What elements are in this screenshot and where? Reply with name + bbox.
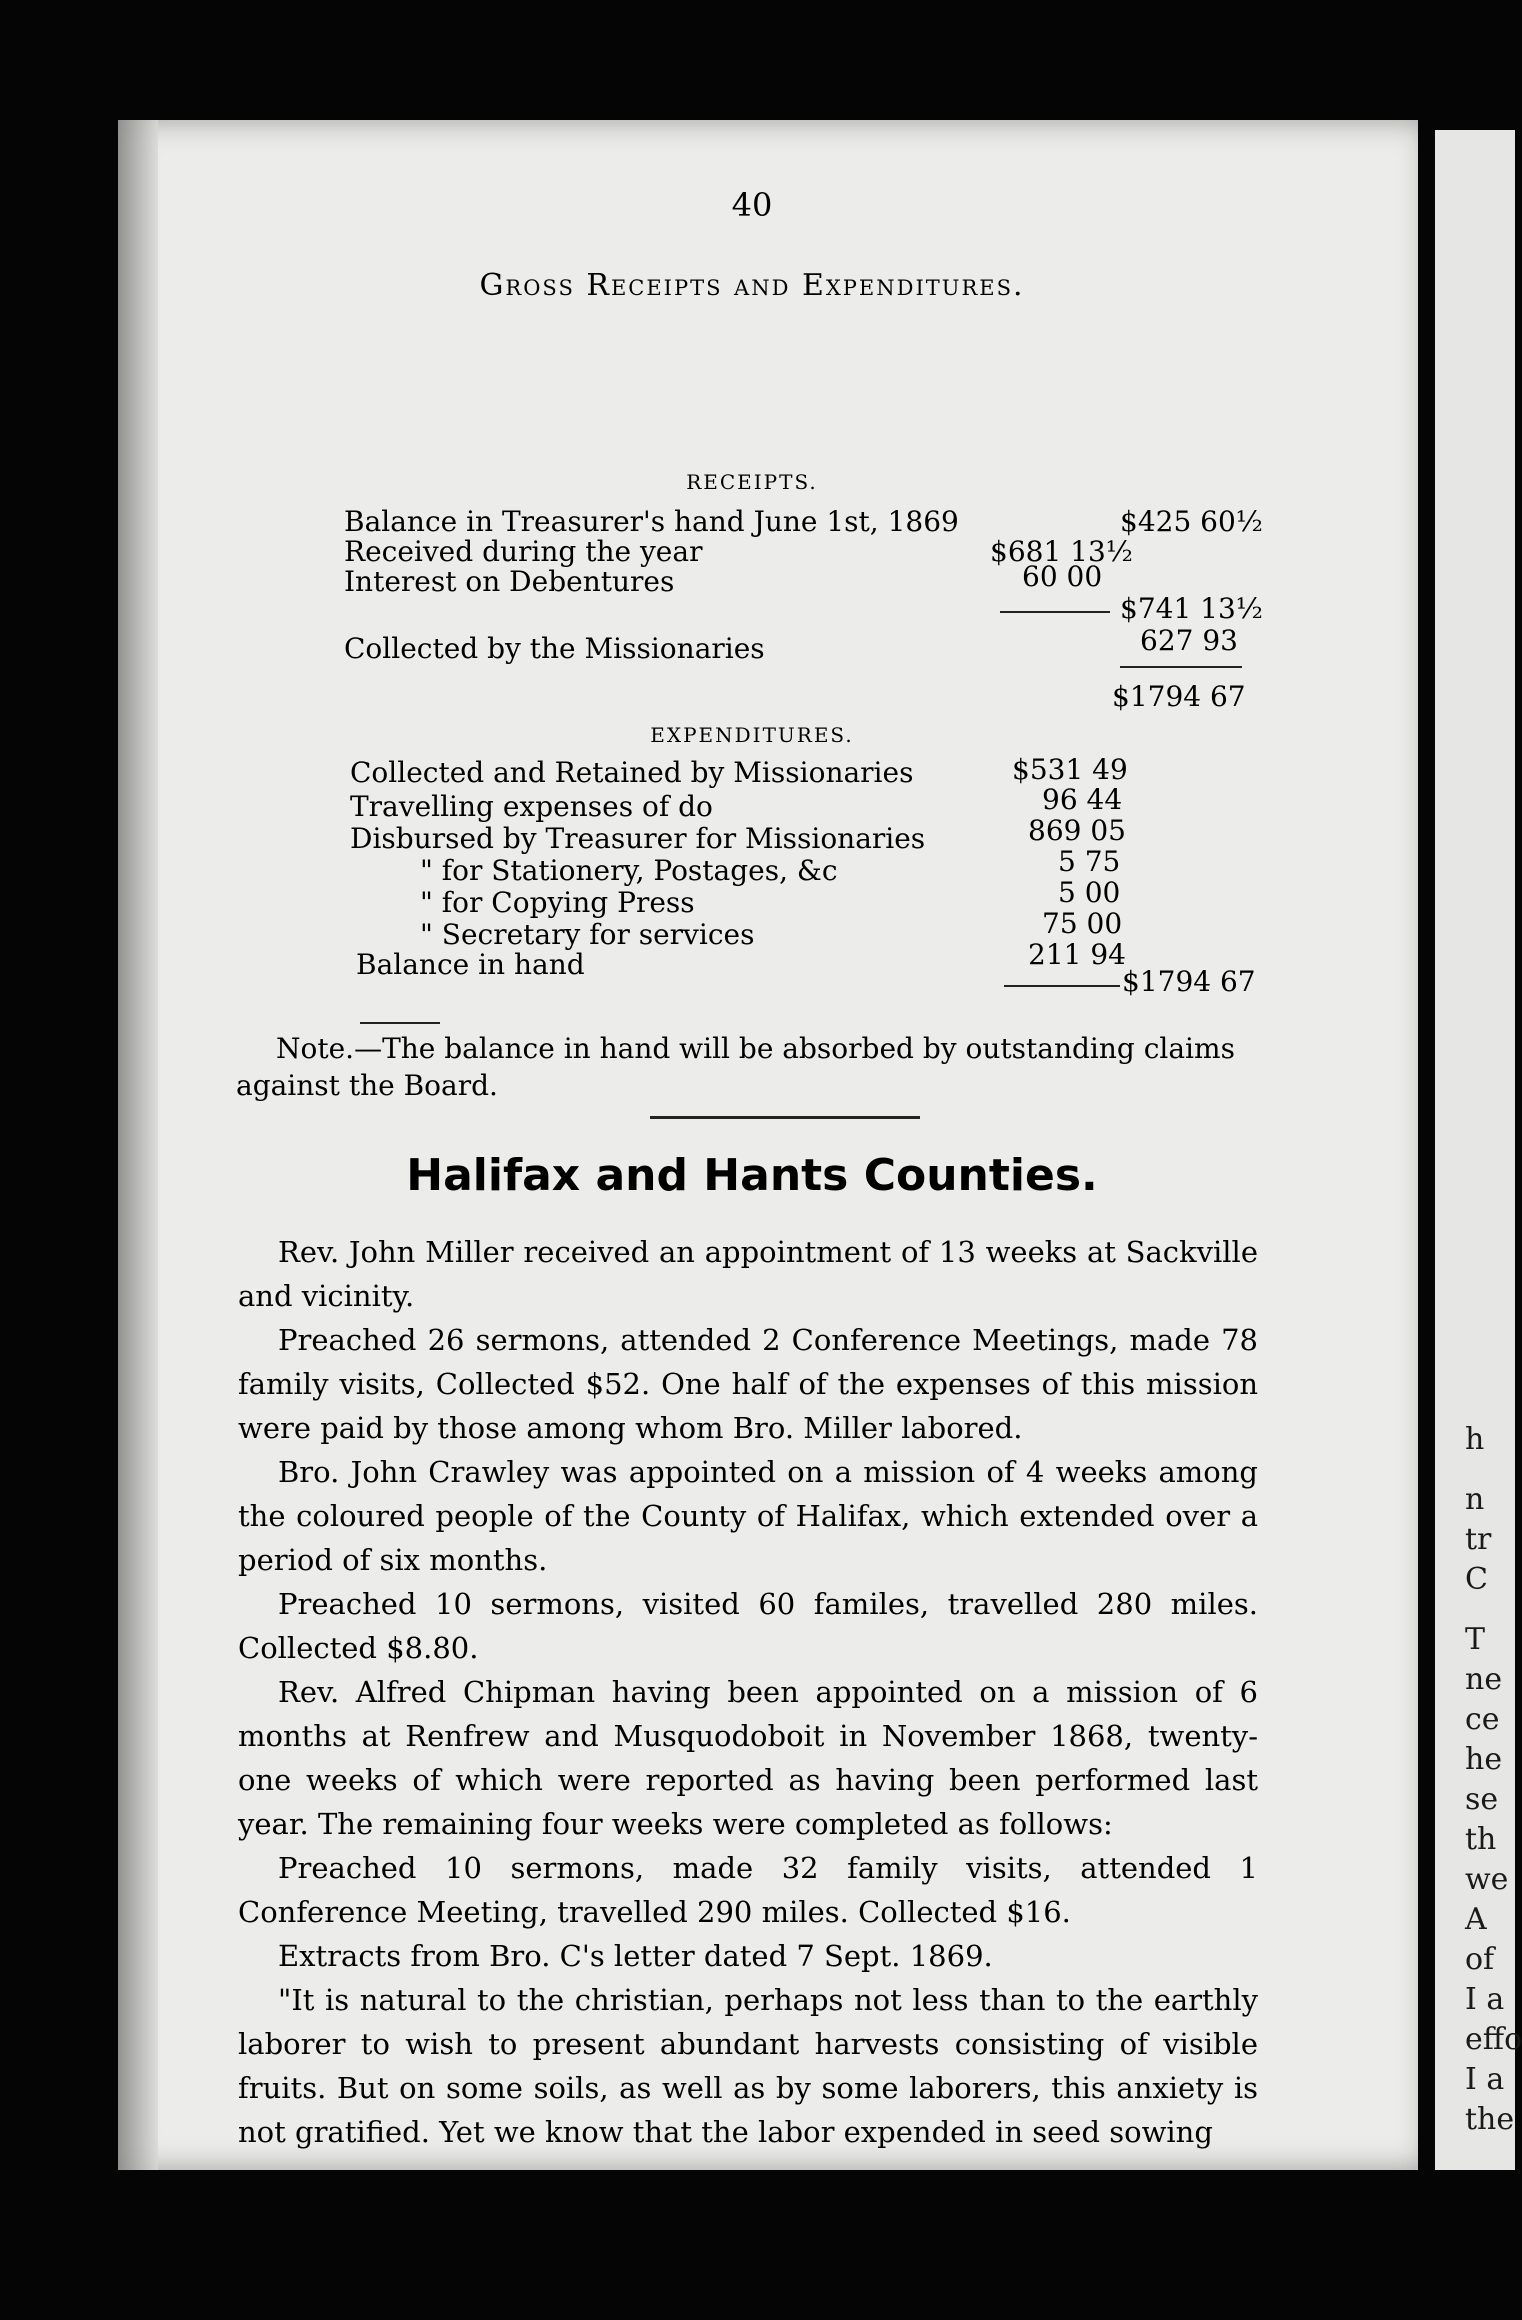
- expense-amount: 869 05: [1028, 814, 1126, 847]
- expense-total: $1794 67: [1122, 965, 1256, 998]
- section-heading: Gross Receipts and Expenditures.: [479, 268, 1025, 303]
- fragment: of: [1465, 1942, 1495, 1977]
- receipts-title: RECEIPTS.: [686, 470, 818, 494]
- fragment: effo: [1465, 2022, 1522, 2057]
- paragraph: Preached 10 sermons, visited 60 familes, travelled 280 miles. Collected $8.80.: [238, 1587, 1258, 1665]
- expense-label: " Secretary for services: [420, 918, 755, 951]
- receipt-label: Collected by the Missionaries: [344, 632, 765, 665]
- fragment: se: [1465, 1782, 1499, 1817]
- expenditures-title: EXPENDITURES.: [650, 723, 854, 747]
- fragment: C: [1465, 1562, 1488, 1597]
- fragment: I a: [1465, 2062, 1505, 2097]
- expense-label: Travelling expenses of do: [350, 790, 713, 823]
- paragraph: Preached 10 sermons, made 32 family visits, attended 1 Conference Meeting, travelled 290 miles. Collected $16.: [238, 1851, 1258, 1929]
- note: Note.—The balance in hand will be absorbed by outstanding claims against the Board.: [236, 1032, 1235, 1102]
- fragment: h: [1465, 1422, 1485, 1457]
- fragment: the: [1465, 2102, 1515, 2137]
- paragraph: Bro. John Crawley was appointed on a mission of 4 weeks among the coloured people of the County of Halifax, which extended over a period of six months.: [238, 1455, 1258, 1577]
- report-body: [238, 1230, 1258, 2154]
- receipt-total: $1794 67: [1112, 680, 1246, 713]
- fragment: he: [1465, 1742, 1503, 1777]
- expense-label: Balance in hand: [356, 948, 585, 981]
- paragraph: Extracts from Bro. C's letter dated 7 Sept. 1869.: [278, 1939, 993, 1973]
- fragment: tr: [1465, 1522, 1492, 1557]
- expense-label: Disbursed by Treasurer for Missionaries: [350, 822, 926, 855]
- receipt-label: Received during the year: [344, 535, 703, 568]
- fragment: ce: [1465, 1702, 1500, 1737]
- receipt-amount: $681 13½: [990, 535, 1133, 568]
- expense-label: " for Stationery, Postages, &c: [420, 854, 838, 887]
- expense-amount: 75 00: [1042, 907, 1123, 940]
- expense-amount: 211 94: [1028, 938, 1126, 971]
- expense-amount: 5 75: [1058, 845, 1121, 878]
- expense-label: Collected and Retained by Missionaries: [350, 756, 914, 789]
- receipt-amount: 60 00: [1022, 560, 1103, 593]
- expense-amount: 5 00: [1058, 876, 1121, 909]
- receipt-subtotal: $741 13½: [1120, 592, 1263, 625]
- receipt-amount: 627 93: [1140, 624, 1238, 657]
- receipt-amount: $425 60½: [1120, 505, 1263, 538]
- paragraph: Rev. John Miller received an appointment of 13 weeks at Sackville and vicinity.: [238, 1235, 1258, 1313]
- page-edge-shadow: [118, 120, 158, 2170]
- expense-amount: 96 44: [1042, 783, 1123, 816]
- receipt-label: Interest on Debentures: [344, 565, 675, 598]
- expense-label: " for Copying Press: [420, 886, 695, 919]
- paragraph: "It is natural to the christian, perhaps not less than to the earthly laborer to wish to present abundant harvests consisting of visible fruits. But on some soils, as well as by some laborers, this anxiety is not gratified. Yet we know that the labor expended in seed sowing: [238, 1983, 1258, 2149]
- fragment: I a: [1465, 1982, 1505, 2017]
- receipt-label: Balance in Treasurer's hand June 1st, 1869: [344, 505, 959, 538]
- fragment: A: [1465, 1902, 1487, 1937]
- county-heading: Halifax and Hants Counties.: [406, 1150, 1098, 1201]
- fragment: n: [1465, 1482, 1485, 1517]
- fragment: we: [1465, 1862, 1509, 1897]
- fragment: T: [1465, 1622, 1486, 1657]
- page-number: 40: [731, 186, 773, 224]
- fragment: ne: [1465, 1662, 1503, 1697]
- expense-amount: $531 49: [1012, 753, 1128, 786]
- paragraph: Preached 26 sermons, attended 2 Conference Meetings, made 78 family visits, Collected $52. One half of the expenses of this mission were paid by those among whom Bro. Miller labored.: [238, 1323, 1258, 1445]
- fragment: th: [1465, 1822, 1497, 1857]
- paragraph: Rev. Alfred Chipman having been appointed on a mission of 6 months at Renfrew and Musquodoboit in November 1868, twenty-one weeks of which were reported as having been performed last year. The remaining four weeks were completed as follows:: [238, 1675, 1258, 1841]
